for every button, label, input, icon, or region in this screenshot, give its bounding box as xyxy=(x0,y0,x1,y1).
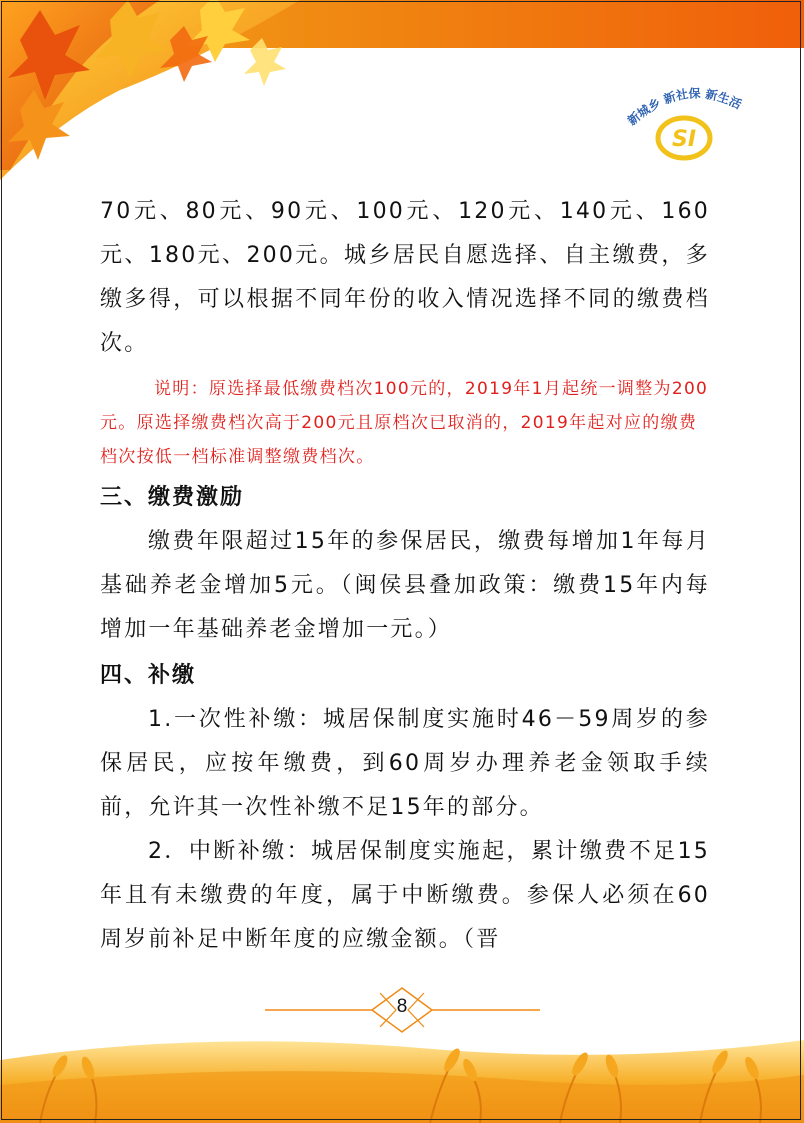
logo-mark: SI xyxy=(671,127,697,152)
paragraph-lump-sum: 1.一次性补缴：城居保制度实施时46－59周岁的参保居民，应按年缴费，到60周岁办理养老金领取手续前，允许其一次性补缴不足15年的部分。 xyxy=(100,707,710,820)
page-number: 8 xyxy=(396,996,408,1017)
logo-slogan: 新城乡 新社保 新生活 xyxy=(624,86,744,129)
maple-leaves-decoration xyxy=(0,0,360,180)
main-content xyxy=(100,190,710,962)
paragraph-incentive: 缴费年限超过15年的参保居民，缴费每增加1年每月基础养老金增加5元。（闽侯县叠加政策：缴费15年内每增加一年基础养老金增加一元。） xyxy=(100,529,710,642)
paragraph-interrupted: 2．中断补缴：城居保制度实施起，累计缴费不足15年且有未缴费的年度，属于中断缴费。参保人必须在60周岁前补足中断年度的应缴金额。（晋 xyxy=(100,839,710,952)
heading-incentive: 三、缴费激励 xyxy=(100,485,245,510)
social-insurance-logo xyxy=(622,86,752,166)
paragraph-payment-levels: 70元、80元、90元、100元、120元、140元、160元、180元、200元。城乡居民自愿选择、自主缴费，多缴多得，可以根据不同年份的收入情况选择不同的缴费档次。 xyxy=(100,199,710,356)
note-red: 说明：原选择最低缴费档次100元的，2019年1月起统一调整为200元。原选择缴费档次高于200元且原档次已取消的，2019年起对应的缴费档次按低一档标准调整缴费档次。 xyxy=(100,379,709,467)
wheat-field-decoration xyxy=(0,1020,804,1123)
heading-supplement: 四、补缴 xyxy=(100,663,197,688)
